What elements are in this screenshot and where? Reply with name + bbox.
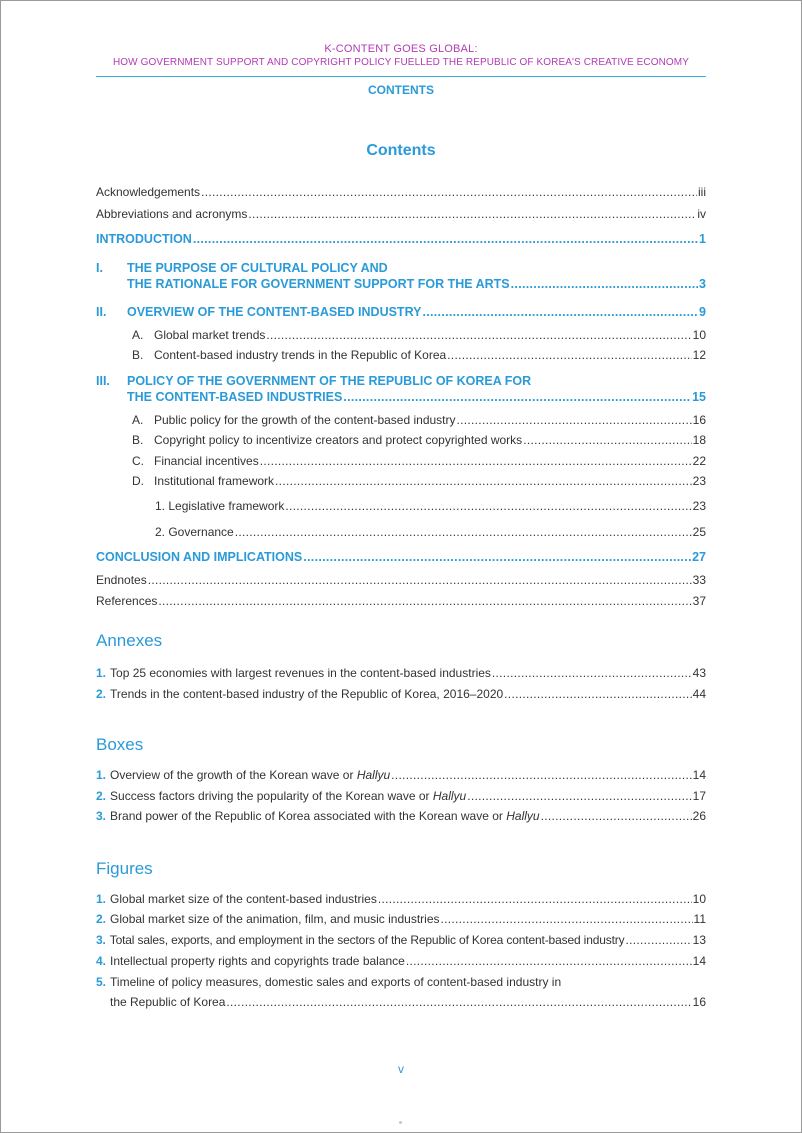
figures-heading: Figures <box>96 859 153 878</box>
toc-entry-text: Global market trends <box>154 328 266 342</box>
toc-entry-3c[interactable] <box>154 453 706 469</box>
figure-entry[interactable] <box>96 911 706 927</box>
toc-entry-acknowledgements[interactable] <box>96 184 706 200</box>
leader-dots <box>626 932 692 948</box>
toc-entry-page: 33 <box>692 573 706 587</box>
toc-entry-text: Financial incentives <box>154 454 259 468</box>
header-subtitle: HOW GOVERNMENT SUPPORT AND COPYRIGHT POLICY FUELLED THE REPUBLIC OF KOREA'S CREATIVE ECONOMY <box>112 57 690 68</box>
figure-number: 2. <box>96 912 107 926</box>
leader-dots <box>511 276 698 292</box>
leader-dots <box>457 412 692 428</box>
toc-entry-page: 10 <box>692 328 706 342</box>
annexes-heading: Annexes <box>96 631 163 650</box>
toc-entry-2a[interactable] <box>154 327 706 343</box>
chapter-number: II. <box>96 305 107 319</box>
toc-entry-3d[interactable] <box>154 473 706 489</box>
page-number: v <box>398 1062 404 1076</box>
toc-entry-3d2[interactable] <box>155 524 706 540</box>
annex-page: 43 <box>692 666 706 680</box>
toc-entry-page: 18 <box>692 433 706 447</box>
leader-dots <box>201 184 697 200</box>
annex-text: Top 25 economies with largest revenues in the content-based industries <box>110 666 491 680</box>
toc-entry-page: 15 <box>692 390 706 404</box>
leader-dots <box>441 911 693 927</box>
figure-entry[interactable] <box>96 932 706 948</box>
running-header <box>96 42 706 70</box>
toc-entry-text: Endnotes <box>96 573 147 587</box>
toc-entry-text: Abbreviations and acronyms <box>96 207 248 221</box>
toc-entry-text: Content-based industry trends in the Republic of Korea <box>154 348 447 362</box>
leader-dots <box>248 206 696 222</box>
toc-entry-text: INTRODUCTION <box>96 232 192 246</box>
figure-text: Global market size of the content-based industries <box>110 892 377 906</box>
toc-entry-chapter-1[interactable] <box>127 276 706 292</box>
toc-entry-page: 23 <box>692 499 706 513</box>
leader-dots <box>541 808 692 824</box>
figure-text: Timeline of policy measures, domestic sales and exports of content-based industry in <box>110 975 562 989</box>
figure-number: 5. <box>96 975 107 989</box>
figure-number: 4. <box>96 954 107 968</box>
figure-number: 3. <box>96 933 106 947</box>
toc-entry-text: THE CONTENT-BASED INDUSTRIES <box>127 390 343 404</box>
box-page: 14 <box>692 768 706 782</box>
box-text-italic: Hallyu <box>506 809 540 823</box>
chapter-number: III. <box>96 374 110 388</box>
leader-dots <box>492 665 692 681</box>
toc-entry-text: 2. Governance <box>155 525 234 539</box>
section-letter: B. <box>132 433 144 447</box>
toc-entry-text: 1. Legislative framework <box>155 499 285 513</box>
toc-entry-page: 9 <box>699 305 706 319</box>
box-entry[interactable] <box>96 808 706 824</box>
toc-entry-page: 25 <box>692 525 706 539</box>
leader-dots <box>406 953 692 969</box>
toc-entry-text: Public policy for the growth of the content-based industry <box>154 413 456 427</box>
toc-entry-3d1[interactable] <box>155 498 706 514</box>
toc-entry-page: 16 <box>692 413 706 427</box>
figure-page: 11 <box>693 912 706 926</box>
leader-dots <box>266 327 691 343</box>
annex-number: 2. <box>96 687 107 701</box>
page-title: Contents <box>366 142 436 159</box>
toc-entry-abbreviations[interactable] <box>96 206 706 222</box>
box-entry[interactable] <box>96 788 706 804</box>
figure-entry-line1[interactable] <box>96 974 706 990</box>
box-page: 17 <box>692 789 706 803</box>
figure-text: Global market size of the animation, film, and music industries <box>110 912 440 926</box>
chapter-title-line1[interactable]: THE PURPOSE OF CULTURAL POLICY AND <box>127 261 388 275</box>
leader-dots <box>391 767 691 783</box>
toc-entry-text: THE RATIONALE FOR GOVERNMENT SUPPORT FOR THE ARTS <box>127 277 510 291</box>
toc-entry-2b[interactable] <box>154 347 706 363</box>
toc-entry-text: CONCLUSION AND IMPLICATIONS <box>96 550 303 564</box>
chapter-title-line1[interactable]: POLICY OF THE GOVERNMENT OF THE REPUBLIC OF KOREA FOR <box>127 374 532 388</box>
leader-dots <box>275 473 692 489</box>
leader-dots <box>193 231 698 247</box>
leader-dots <box>235 524 692 540</box>
figure-number: 1. <box>96 892 107 906</box>
toc-entry-page: iii <box>698 185 706 199</box>
box-text: Brand power of the Republic of Korea associated with the Korean wave or <box>110 809 507 823</box>
box-number: 1. <box>96 768 107 782</box>
section-letter: B. <box>132 348 144 362</box>
header-title: K-CONTENT GOES GLOBAL: <box>324 43 478 55</box>
toc-entry-page: 12 <box>692 348 706 362</box>
toc-entry-page: iv <box>697 207 706 221</box>
annex-entry[interactable] <box>96 665 706 681</box>
figure-text: Total sales, exports, and employment in the sectors of the Republic of Korea content-based industry <box>109 933 625 947</box>
section-letter: A. <box>132 413 144 427</box>
figure-page: 13 <box>692 933 706 947</box>
header-rule <box>96 76 706 77</box>
figure-entry[interactable] <box>96 953 706 969</box>
header-section: CONTENTS <box>368 83 434 97</box>
toc-entry-conclusion[interactable] <box>96 549 706 565</box>
footer-dot <box>399 1121 402 1124</box>
box-text: Overview of the growth of the Korean wave or <box>110 768 357 782</box>
leader-dots <box>343 389 691 405</box>
box-entry[interactable] <box>96 767 706 783</box>
toc-entry-chapter-2[interactable] <box>127 304 706 320</box>
figure-page: 16 <box>692 995 706 1009</box>
toc-entry-page: 23 <box>692 474 706 488</box>
section-letter: D. <box>132 474 144 488</box>
leader-dots <box>378 891 692 907</box>
leader-dots <box>285 498 691 514</box>
leader-dots <box>447 347 691 363</box>
toc-entry-text: Copyright policy to incentivize creators and protect copyrighted works <box>154 433 523 447</box>
box-text-italic: Hallyu <box>356 768 391 782</box>
leader-dots <box>523 432 691 448</box>
toc-entry-endnotes[interactable] <box>96 572 706 588</box>
toc-entry-references[interactable] <box>96 593 706 609</box>
leader-dots <box>260 453 692 469</box>
figure-text: Intellectual property rights and copyrights trade balance <box>110 954 405 968</box>
toc-entry-text: OVERVIEW OF THE CONTENT-BASED INDUSTRY <box>127 305 422 319</box>
box-number: 2. <box>96 789 107 803</box>
figure-page: 10 <box>692 892 706 906</box>
figure-page: 14 <box>692 954 706 968</box>
figure-entry[interactable] <box>96 891 706 907</box>
box-page: 26 <box>692 809 706 823</box>
leader-dots <box>467 788 691 804</box>
leader-dots <box>226 994 691 1010</box>
toc-entry-page: 1 <box>699 232 706 246</box>
toc-entry-page: 27 <box>692 550 706 564</box>
toc-entry-introduction[interactable] <box>96 231 706 247</box>
section-letter: A. <box>132 328 144 342</box>
box-number: 3. <box>96 809 107 823</box>
toc-entry-page: 22 <box>692 454 706 468</box>
boxes-heading: Boxes <box>96 735 144 754</box>
leader-dots <box>303 549 691 565</box>
toc-entry-chapter-3[interactable] <box>127 389 706 405</box>
figure-text: the Republic of Korea <box>110 995 226 1009</box>
toc-entry-text: Institutional framework <box>154 474 275 488</box>
toc-entry-text: References <box>96 594 158 608</box>
toc-entry-page: 3 <box>699 277 706 291</box>
toc-entry-text: Acknowledgements <box>96 185 201 199</box>
section-letter: C. <box>132 454 144 468</box>
annex-number: 1. <box>96 666 107 680</box>
box-text-italic: Hallyu <box>432 789 467 803</box>
annex-page: 44 <box>692 687 706 701</box>
chapter-number: I. <box>96 261 103 275</box>
leader-dots <box>158 593 691 609</box>
annex-entry[interactable] <box>96 686 706 702</box>
figure-entry[interactable] <box>110 994 706 1010</box>
leader-dots <box>148 572 692 588</box>
box-text: Success factors driving the popularity of the Korean wave or <box>110 789 433 803</box>
leader-dots <box>504 686 691 702</box>
toc-entry-3a[interactable] <box>154 412 706 428</box>
toc-entry-page: 37 <box>692 594 706 608</box>
toc-entry-3b[interactable] <box>154 432 706 448</box>
leader-dots <box>422 304 698 320</box>
annex-text: Trends in the content-based industry of the Republic of Korea, 2016–2020 <box>110 687 504 701</box>
